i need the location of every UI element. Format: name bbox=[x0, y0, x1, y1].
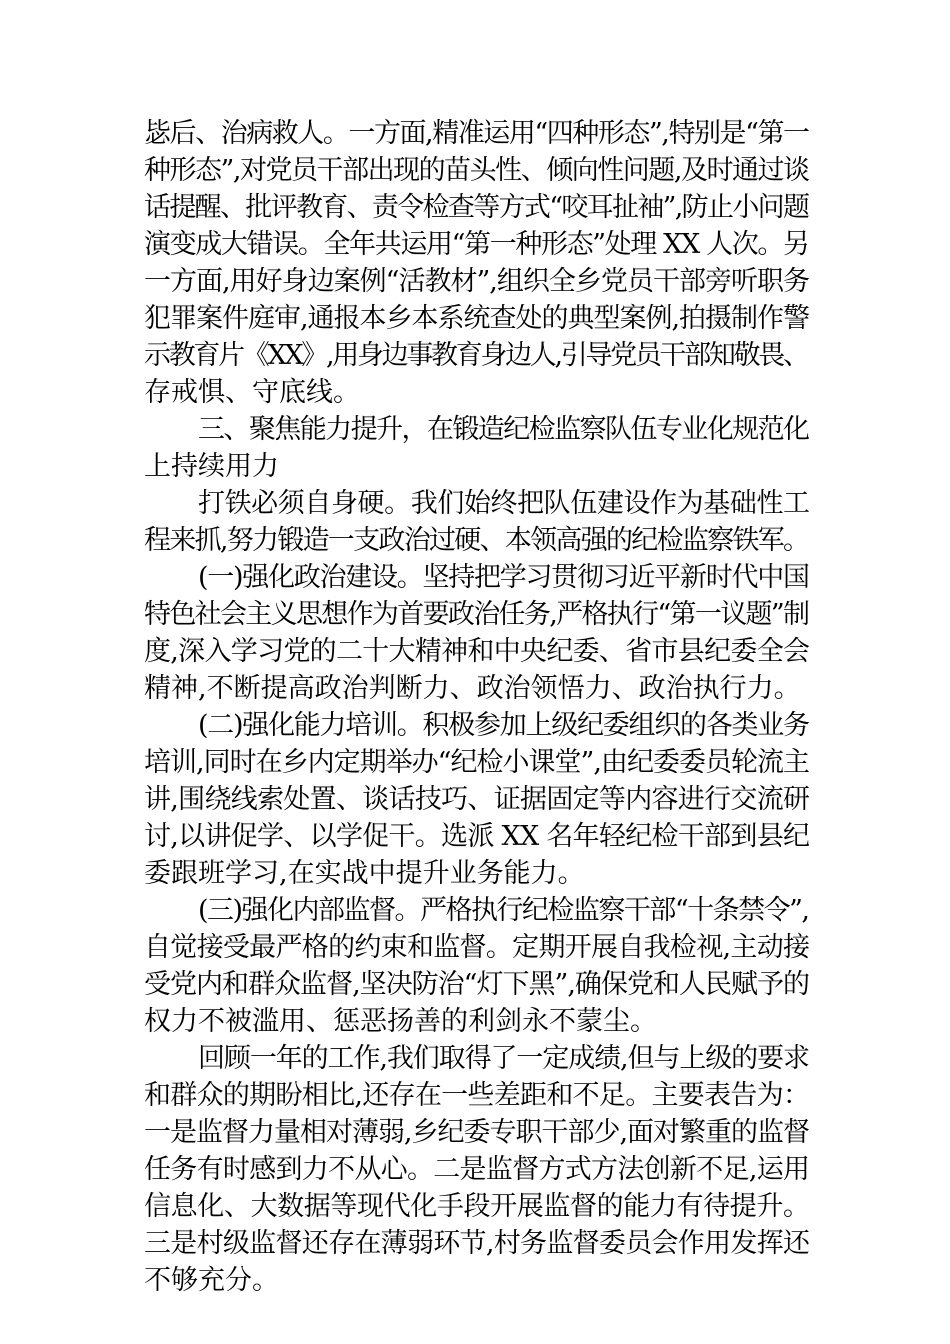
text-line: (一)强化政治建设。坚持把学习贯彻习近平新时代中国 bbox=[198, 562, 809, 593]
text-line: 一方面,用好身边案例“活教材”,组织全乡党员干部旁听职务 bbox=[144, 266, 809, 297]
text-line: 委跟班学习,在实战中提升业务能力。 bbox=[144, 858, 585, 889]
text-line: 讲,围绕线索处置、谈话技巧、证据固定等内容进行交流研 bbox=[144, 784, 810, 815]
document-body bbox=[144, 115, 810, 1299]
text-line: 话提醒、批评教育、责令检查等方式“咬耳扯袖”,防止小问题 bbox=[144, 192, 809, 223]
text-line: 讨,以讲促学、以学促干。选派 XX 名年轻纪检干部到县纪 bbox=[144, 821, 810, 852]
text-line: 打铁必须自身硬。我们始终把队伍建设作为基础性工 bbox=[198, 488, 810, 519]
text-line: 度,深入学习党的二十大精神和中央纪委、省市县纪委全会 bbox=[144, 636, 810, 667]
text-line: 一是监督力量相对薄弱,乡纪委专职干部少,面对繁重的监督 bbox=[144, 1117, 809, 1148]
text-line: 自觉接受最严格的约束和监督。定期开展自我检视,主动接 bbox=[144, 932, 810, 963]
text-line: 程来抓,努力锻造一支政治过硬、本领高强的纪检监察铁军。 bbox=[144, 525, 809, 556]
text-line: 不够充分。 bbox=[144, 1265, 279, 1296]
text-line: 权力不被滥用、惩恶扬善的利剑永不蒙尘。 bbox=[144, 1006, 657, 1037]
text-line: 信息化、大数据等现代化手段开展监督的能力有待提升。 bbox=[144, 1191, 810, 1222]
text-line: 种形态”,对党员干部出现的苗头性、倾向性问题,及时通过谈 bbox=[144, 155, 809, 186]
text-line: 精神,不断提高政治判断力、政治领悟力、政治执行力。 bbox=[144, 673, 801, 704]
section-heading-line: 上持续用力 bbox=[144, 451, 279, 482]
text-line: 受党内和群众监督,坚决防治“灯下黑”,确保党和人民赋予的 bbox=[144, 969, 809, 1000]
section-heading-line: 三、聚焦能力提升，在锻造纪检监察队伍专业化规范化 bbox=[198, 414, 809, 445]
text-line: 培训,同时在乡内定期举办“纪检小课堂”,由纪委委员轮流主 bbox=[144, 747, 809, 778]
text-line: 示教育片《XX》,用身边事教育身边人,引导党员干部知敬畏、 bbox=[144, 340, 808, 371]
text-line: 演变成大错误。全年共运用“第一种形态”处理 XX 人次。另 bbox=[144, 229, 809, 260]
text-line: 特色社会主义思想作为首要政治任务,严格执行“第一议题”制 bbox=[144, 599, 809, 630]
text-line: (二)强化能力培训。积极参加上级纪委组织的各类业务 bbox=[198, 710, 809, 741]
text-line: (三)强化内部监督。严格执行纪检监察干部“十条禁令”, bbox=[198, 895, 809, 926]
text-line: 犯罪案件庭审,通报本乡本系统查处的典型案例,拍摄制作警 bbox=[144, 303, 809, 334]
text-line: 三是村级监督还存在薄弱环节,村务监督委员会作用发挥还 bbox=[144, 1228, 810, 1259]
text-line: 回顾一年的工作,我们取得了一定成绩,但与上级的要求 bbox=[198, 1043, 809, 1074]
text-line: 任务有时感到力不从心。二是监督方式方法创新不足,运用 bbox=[144, 1154, 810, 1185]
text-line: 和群众的期盼相比,还存在一些差距和不足。主要表告为： bbox=[144, 1080, 810, 1111]
text-line: 毖后、治病救人。一方面,精准运用“四种形态”,特别是“第一 bbox=[144, 118, 809, 149]
text-line: 存戒惧、守底线。 bbox=[144, 377, 360, 408]
